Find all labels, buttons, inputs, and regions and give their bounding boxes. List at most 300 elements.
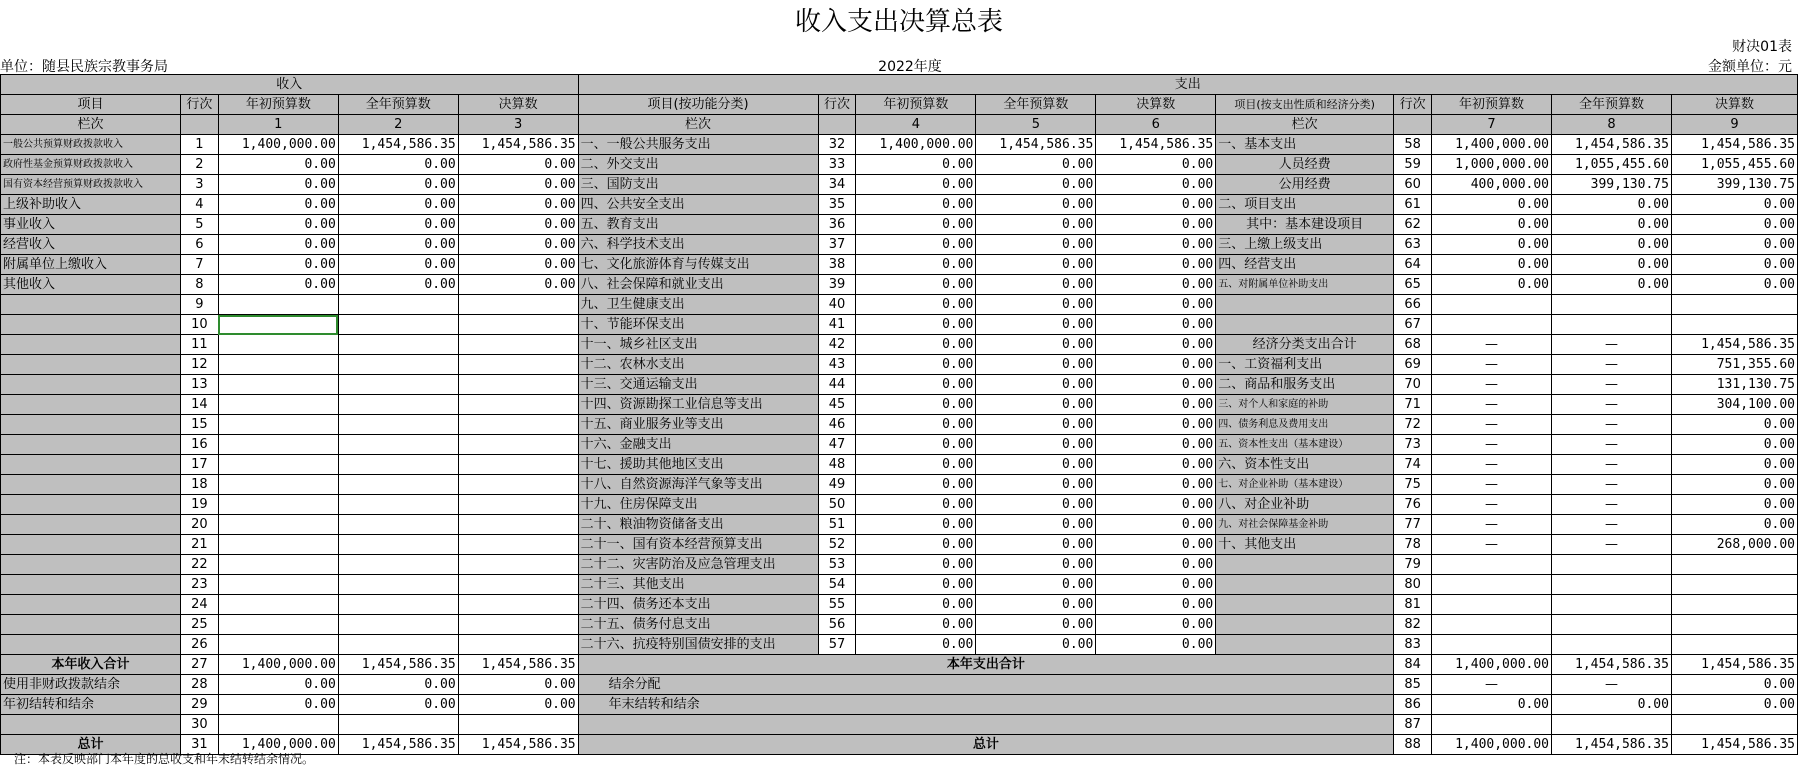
func-expense-budget-full-cell[interactable]: 0.00 — [976, 475, 1096, 495]
income-final-cell[interactable] — [458, 495, 578, 515]
func-expense-budget-init-cell[interactable]: 1,400,000.00 — [856, 135, 976, 155]
income-final-cell[interactable] — [458, 395, 578, 415]
econ-expense-budget-full-cell[interactable] — [1552, 595, 1672, 615]
func-expense-budget-init-cell[interactable]: 0.00 — [856, 575, 976, 595]
income-final-cell[interactable]: 0.00 — [458, 255, 578, 275]
income-budget-full-cell[interactable] — [338, 535, 458, 555]
func-expense-final-cell[interactable]: 1,454,586.35 — [1096, 135, 1216, 155]
income-budget-full-cell[interactable] — [338, 495, 458, 515]
summary-income-budget-init[interactable]: 1,400,000.00 — [218, 735, 338, 755]
func-expense-budget-init-cell[interactable]: 0.00 — [856, 355, 976, 375]
func-expense-budget-full-cell[interactable]: 0.00 — [976, 615, 1096, 635]
summary-income-budget-init[interactable]: 1,400,000.00 — [218, 655, 338, 675]
summary-income-budget-full[interactable] — [338, 715, 458, 735]
func-expense-final-cell[interactable]: 0.00 — [1096, 435, 1216, 455]
income-budget-full-cell[interactable]: 0.00 — [338, 155, 458, 175]
income-item-label: 国有资本经营预算财政拨款收入 — [1, 175, 181, 195]
econ-expense-budget-init-cell[interactable] — [1432, 575, 1552, 595]
func-expense-final-cell[interactable]: 0.00 — [1096, 295, 1216, 315]
income-budget-init-cell[interactable] — [218, 575, 338, 595]
econ-expense-item-label: 九、对社会保障基金补助 — [1216, 515, 1394, 535]
income-budget-init-cell[interactable] — [218, 535, 338, 555]
func-expense-budget-full-cell[interactable]: 0.00 — [976, 275, 1096, 295]
income-final-cell[interactable] — [458, 535, 578, 555]
income-item-label: 一般公共预算财政拨款收入 — [1, 135, 181, 155]
econ-expense-item-label: 四、债务利息及费用支出 — [1216, 415, 1394, 435]
income-budget-full-cell[interactable] — [338, 555, 458, 575]
func-expense-item-label: 二十、粮油物资储备支出 — [578, 515, 818, 535]
income-budget-full-cell[interactable] — [338, 575, 458, 595]
econ-expense-final-cell[interactable]: 0.00 — [1671, 435, 1797, 455]
summary-income-budget-full[interactable]: 0.00 — [338, 695, 458, 715]
income-final-cell[interactable] — [458, 575, 578, 595]
func-expense-final-cell[interactable]: 0.00 — [1096, 155, 1216, 175]
func-expense-budget-init-cell[interactable]: 0.00 — [856, 375, 976, 395]
col-number: 2 — [338, 115, 458, 135]
summary-expense-budget-full[interactable]: — — [1552, 675, 1672, 695]
func-expense-budget-init-cell[interactable]: 0.00 — [856, 255, 976, 275]
func-expense-budget-full-cell[interactable]: 0.00 — [976, 395, 1096, 415]
econ-expense-budget-full-cell[interactable]: 0.00 — [1552, 275, 1672, 295]
func-expense-final-cell[interactable]: 0.00 — [1096, 495, 1216, 515]
income-budget-full-cell[interactable] — [338, 355, 458, 375]
econ-expense-budget-init-cell[interactable]: — — [1432, 455, 1552, 475]
func-expense-budget-full-cell[interactable]: 0.00 — [976, 295, 1096, 315]
summary-income-budget-full[interactable]: 0.00 — [338, 675, 458, 695]
income-budget-full-cell[interactable] — [338, 515, 458, 535]
econ-expense-budget-full-cell[interactable] — [1552, 575, 1672, 595]
income-budget-full-cell[interactable] — [338, 615, 458, 635]
econ-expense-budget-init-cell[interactable]: — — [1432, 535, 1552, 555]
func-expense-budget-full-cell[interactable]: 0.00 — [976, 195, 1096, 215]
econ-expense-budget-init-cell[interactable] — [1432, 555, 1552, 575]
header-row-col-numbers — [1, 115, 1798, 135]
income-final-cell[interactable] — [458, 335, 578, 355]
income-budget-full-cell[interactable] — [338, 475, 458, 495]
income-row-number: 8 — [180, 275, 218, 295]
econ-expense-final-cell[interactable]: 399,130.75 — [1671, 175, 1797, 195]
func-expense-budget-full-cell[interactable]: 0.00 — [976, 575, 1096, 595]
func-expense-budget-full-cell[interactable]: 0.00 — [976, 495, 1096, 515]
summary-expense-final[interactable]: 1,454,586.35 — [1671, 735, 1797, 755]
func-expense-final-cell[interactable]: 0.00 — [1096, 275, 1216, 295]
econ-expense-budget-full-cell[interactable]: — — [1552, 395, 1672, 415]
income-budget-init-cell[interactable] — [218, 475, 338, 495]
income-budget-init-cell[interactable] — [218, 395, 338, 415]
func-expense-final-cell[interactable]: 0.00 — [1096, 195, 1216, 215]
econ-expense-budget-init-cell[interactable]: — — [1432, 375, 1552, 395]
econ-expense-budget-init-cell[interactable]: — — [1432, 335, 1552, 355]
econ-expense-budget-init-cell[interactable]: — — [1432, 495, 1552, 515]
form-number: 财决01表 — [1732, 39, 1792, 55]
econ-expense-budget-full-cell[interactable] — [1552, 315, 1672, 335]
econ-expense-budget-full-cell[interactable]: — — [1552, 415, 1672, 435]
summary-income-budget-full[interactable]: 1,454,586.35 — [338, 655, 458, 675]
func-expense-budget-init-cell[interactable]: 0.00 — [856, 295, 976, 315]
econ-expense-final-cell[interactable]: 0.00 — [1671, 415, 1797, 435]
func-expense-budget-init-cell[interactable]: 0.00 — [856, 275, 976, 295]
econ-expense-budget-full-cell[interactable] — [1552, 295, 1672, 315]
func-expense-budget-full-cell[interactable]: 0.00 — [976, 535, 1096, 555]
func-expense-budget-init-cell[interactable]: 0.00 — [856, 335, 976, 355]
summary-expense-budget-full[interactable] — [1552, 715, 1672, 735]
summary-income-budget-init[interactable]: 0.00 — [218, 675, 338, 695]
econ-expense-budget-init-cell[interactable]: — — [1432, 395, 1552, 415]
econ-expense-final-cell[interactable] — [1671, 555, 1797, 575]
summary-income-budget-init[interactable] — [218, 715, 338, 735]
func-expense-item-label: 十七、援助其他地区支出 — [578, 455, 818, 475]
econ-expense-budget-full-cell[interactable]: — — [1552, 335, 1672, 355]
func-expense-budget-init-cell[interactable]: 0.00 — [856, 215, 976, 235]
income-final-cell[interactable]: 0.00 — [458, 175, 578, 195]
econ-expense-final-cell[interactable] — [1671, 295, 1797, 315]
econ-expense-budget-full-cell[interactable]: — — [1552, 495, 1672, 515]
func-expense-budget-full-cell[interactable]: 0.00 — [976, 215, 1096, 235]
income-budget-full-cell[interactable] — [338, 435, 458, 455]
summary-expense-budget-init[interactable]: 0.00 — [1432, 695, 1552, 715]
func-expense-final-cell[interactable]: 0.00 — [1096, 355, 1216, 375]
econ-expense-final-cell[interactable]: 751,355.60 — [1671, 355, 1797, 375]
func-expense-final-cell[interactable]: 0.00 — [1096, 555, 1216, 575]
func-expense-budget-init-cell[interactable]: 0.00 — [856, 595, 976, 615]
income-budget-init-cell[interactable]: 1,400,000.00 — [218, 135, 338, 155]
econ-expense-budget-init-cell[interactable]: — — [1432, 435, 1552, 455]
econ-expense-row-number: 66 — [1394, 295, 1432, 315]
income-final-cell[interactable] — [458, 635, 578, 655]
econ-expense-budget-init-cell[interactable]: 1,400,000.00 — [1432, 135, 1552, 155]
income-budget-init-cell[interactable] — [218, 335, 338, 355]
summary-income-budget-init[interactable]: 0.00 — [218, 695, 338, 715]
econ-expense-final-cell[interactable]: 1,454,586.35 — [1671, 135, 1797, 155]
income-budget-full-cell[interactable] — [338, 375, 458, 395]
econ-expense-budget-init-cell[interactable]: 1,000,000.00 — [1432, 155, 1552, 175]
func-expense-final-cell[interactable]: 0.00 — [1096, 255, 1216, 275]
econ-expense-budget-init-cell[interactable]: 0.00 — [1432, 275, 1552, 295]
econ-expense-budget-init-cell[interactable] — [1432, 295, 1552, 315]
econ-expense-budget-full-cell[interactable]: 1,454,586.35 — [1552, 135, 1672, 155]
econ-expense-final-cell[interactable]: 0.00 — [1671, 235, 1797, 255]
table-row — [1, 475, 1798, 495]
func-expense-final-cell[interactable]: 0.00 — [1096, 215, 1216, 235]
income-final-cell[interactable] — [458, 415, 578, 435]
func-expense-budget-init-cell[interactable]: 0.00 — [856, 195, 976, 215]
econ-expense-budget-init-cell[interactable]: — — [1432, 515, 1552, 535]
func-expense-budget-init-cell[interactable]: 0.00 — [856, 495, 976, 515]
income-budget-init-cell[interactable] — [218, 615, 338, 635]
func-expense-final-cell[interactable]: 0.00 — [1096, 575, 1216, 595]
func-expense-budget-full-cell[interactable]: 0.00 — [976, 595, 1096, 615]
func-expense-budget-init-cell[interactable]: 0.00 — [856, 515, 976, 535]
econ-expense-budget-full-cell[interactable]: — — [1552, 455, 1672, 475]
econ-expense-final-cell[interactable] — [1671, 575, 1797, 595]
func-expense-final-cell[interactable]: 0.00 — [1096, 175, 1216, 195]
func-expense-budget-init-cell[interactable]: 0.00 — [856, 155, 976, 175]
func-expense-budget-full-cell[interactable]: 0.00 — [976, 315, 1096, 335]
econ-expense-final-cell[interactable]: 0.00 — [1671, 255, 1797, 275]
income-budget-full-cell[interactable]: 0.00 — [338, 175, 458, 195]
income-final-cell[interactable] — [458, 315, 578, 335]
income-budget-full-cell[interactable] — [338, 295, 458, 315]
econ-expense-budget-init-cell[interactable] — [1432, 315, 1552, 335]
func-expense-budget-full-cell[interactable]: 0.00 — [976, 155, 1096, 175]
income-final-cell[interactable]: 0.00 — [458, 275, 578, 295]
income-budget-full-cell[interactable] — [338, 315, 458, 335]
income-budget-init-cell[interactable]: 0.00 — [218, 275, 338, 295]
econ-expense-budget-init-cell[interactable]: — — [1432, 415, 1552, 435]
income-budget-init-cell[interactable] — [218, 435, 338, 455]
income-budget-full-cell[interactable]: 1,454,586.35 — [338, 135, 458, 155]
econ-expense-final-cell[interactable] — [1671, 635, 1797, 655]
func-expense-budget-full-cell[interactable]: 0.00 — [976, 235, 1096, 255]
summary-expense-budget-init[interactable] — [1432, 715, 1552, 735]
econ-expense-budget-full-cell[interactable]: 1,055,455.60 — [1552, 155, 1672, 175]
econ-expense-budget-full-cell[interactable]: — — [1552, 515, 1672, 535]
table-row — [1, 495, 1798, 515]
income-final-cell[interactable] — [458, 435, 578, 455]
income-budget-full-cell[interactable] — [338, 595, 458, 615]
income-budget-init-cell[interactable] — [218, 355, 338, 375]
func-expense-final-cell[interactable]: 0.00 — [1096, 535, 1216, 555]
func-expense-budget-full-cell[interactable]: 0.00 — [976, 555, 1096, 575]
income-budget-init-cell[interactable] — [218, 455, 338, 475]
econ-expense-row-number: 69 — [1394, 355, 1432, 375]
income-final-cell[interactable] — [458, 615, 578, 635]
econ-expense-final-cell[interactable]: 131,130.75 — [1671, 375, 1797, 395]
income-final-cell[interactable]: 0.00 — [458, 195, 578, 215]
income-final-cell[interactable]: 1,454,586.35 — [458, 135, 578, 155]
func-expense-budget-full-cell[interactable]: 0.00 — [976, 355, 1096, 375]
func-expense-budget-full-cell[interactable]: 0.00 — [976, 435, 1096, 455]
econ-expense-final-cell[interactable]: 0.00 — [1671, 215, 1797, 235]
func-expense-budget-init-cell[interactable]: 0.00 — [856, 235, 976, 255]
func-expense-budget-init-cell[interactable]: 0.00 — [856, 455, 976, 475]
econ-expense-item-label: 经济分类支出合计 — [1216, 335, 1394, 355]
income-budget-init-cell[interactable] — [218, 515, 338, 535]
econ-expense-row-number: 59 — [1394, 155, 1432, 175]
income-budget-init-cell[interactable] — [218, 315, 338, 335]
econ-expense-budget-full-cell[interactable] — [1552, 615, 1672, 635]
income-row-number: 26 — [180, 635, 218, 655]
func-expense-budget-full-cell[interactable]: 0.00 — [976, 375, 1096, 395]
income-budget-init-cell[interactable] — [218, 295, 338, 315]
econ-expense-item-label: 六、资本性支出 — [1216, 455, 1394, 475]
summary-expense-budget-full[interactable]: 1,454,586.35 — [1552, 735, 1672, 755]
econ-expense-budget-full-cell[interactable]: 0.00 — [1552, 195, 1672, 215]
col-number: 4 — [856, 115, 976, 135]
summary-expense-budget-full[interactable]: 1,454,586.35 — [1552, 655, 1672, 675]
summary-income-final[interactable]: 0.00 — [458, 675, 578, 695]
summary-income-final[interactable]: 0.00 — [458, 695, 578, 715]
table-row — [1, 575, 1798, 595]
summary-expense-final[interactable] — [1671, 715, 1797, 735]
econ-expense-budget-full-cell[interactable]: — — [1552, 535, 1672, 555]
func-expense-final-cell[interactable]: 0.00 — [1096, 415, 1216, 435]
func-expense-budget-full-cell[interactable]: 0.00 — [976, 515, 1096, 535]
income-budget-full-cell[interactable] — [338, 395, 458, 415]
econ-expense-row-number: 83 — [1394, 635, 1432, 655]
income-final-cell[interactable] — [458, 355, 578, 375]
func-expense-final-cell[interactable]: 0.00 — [1096, 315, 1216, 335]
econ-expense-budget-full-cell[interactable] — [1552, 635, 1672, 655]
income-budget-init-cell[interactable] — [218, 555, 338, 575]
func-expense-final-cell[interactable]: 0.00 — [1096, 615, 1216, 635]
income-final-cell[interactable] — [458, 555, 578, 575]
income-budget-init-cell[interactable]: 0.00 — [218, 175, 338, 195]
col-final: 决算数 — [458, 95, 578, 115]
income-budget-full-cell[interactable]: 0.00 — [338, 195, 458, 215]
func-expense-final-cell[interactable]: 0.00 — [1096, 235, 1216, 255]
table-row — [1, 295, 1798, 315]
income-budget-full-cell[interactable]: 0.00 — [338, 255, 458, 275]
income-budget-init-cell[interactable]: 0.00 — [218, 255, 338, 275]
income-final-cell[interactable] — [458, 295, 578, 315]
income-final-cell[interactable]: 0.00 — [458, 215, 578, 235]
income-final-cell[interactable] — [458, 595, 578, 615]
func-expense-budget-init-cell[interactable]: 0.00 — [856, 175, 976, 195]
income-budget-full-cell[interactable]: 0.00 — [338, 215, 458, 235]
func-expense-budget-init-cell[interactable]: 0.00 — [856, 635, 976, 655]
func-expense-budget-full-cell[interactable]: 0.00 — [976, 635, 1096, 655]
econ-expense-budget-full-cell[interactable]: — — [1552, 355, 1672, 375]
econ-expense-budget-full-cell[interactable]: 399,130.75 — [1552, 175, 1672, 195]
summary-expense-budget-full[interactable]: 0.00 — [1552, 695, 1672, 715]
econ-expense-final-cell[interactable]: 0.00 — [1671, 515, 1797, 535]
table-row — [1, 635, 1798, 655]
econ-expense-final-cell[interactable]: 0.00 — [1671, 455, 1797, 475]
econ-expense-budget-full-cell[interactable]: — — [1552, 435, 1672, 455]
income-row-number: 4 — [180, 195, 218, 215]
func-expense-budget-full-cell[interactable]: 1,454,586.35 — [976, 135, 1096, 155]
econ-expense-budget-init-cell[interactable] — [1432, 595, 1552, 615]
income-final-cell[interactable] — [458, 455, 578, 475]
econ-expense-budget-full-cell[interactable]: 0.00 — [1552, 215, 1672, 235]
econ-expense-final-cell[interactable]: 268,000.00 — [1671, 535, 1797, 555]
income-budget-full-cell[interactable] — [338, 635, 458, 655]
summary-income-final[interactable]: 1,454,586.35 — [458, 655, 578, 675]
income-final-cell[interactable]: 0.00 — [458, 155, 578, 175]
income-budget-init-cell[interactable] — [218, 495, 338, 515]
func-expense-final-cell[interactable]: 0.00 — [1096, 595, 1216, 615]
income-budget-full-cell[interactable]: 0.00 — [338, 275, 458, 295]
econ-expense-budget-init-cell[interactable]: — — [1432, 355, 1552, 375]
func-expense-item-label: 二十一、国有资本经营预算支出 — [578, 535, 818, 555]
func-expense-budget-full-cell[interactable]: 0.00 — [976, 415, 1096, 435]
func-expense-budget-init-cell[interactable]: 0.00 — [856, 315, 976, 335]
func-expense-budget-init-cell[interactable]: 0.00 — [856, 615, 976, 635]
func-expense-final-cell[interactable]: 0.00 — [1096, 475, 1216, 495]
income-budget-full-cell[interactable] — [338, 415, 458, 435]
income-budget-init-cell[interactable]: 0.00 — [218, 195, 338, 215]
income-budget-init-cell[interactable] — [218, 415, 338, 435]
econ-expense-final-cell[interactable] — [1671, 315, 1797, 335]
func-expense-budget-init-cell[interactable]: 0.00 — [856, 415, 976, 435]
income-budget-init-cell[interactable]: 0.00 — [218, 215, 338, 235]
econ-expense-budget-full-cell[interactable]: — — [1552, 375, 1672, 395]
income-final-cell[interactable] — [458, 375, 578, 395]
econ-expense-item-label — [1216, 595, 1394, 615]
econ-expense-budget-full-cell[interactable]: 0.00 — [1552, 235, 1672, 255]
econ-expense-budget-full-cell[interactable]: — — [1552, 475, 1672, 495]
func-expense-final-cell[interactable]: 0.00 — [1096, 335, 1216, 355]
func-expense-budget-init-cell[interactable]: 0.00 — [856, 395, 976, 415]
income-row-number: 3 — [180, 175, 218, 195]
income-final-cell[interactable]: 0.00 — [458, 235, 578, 255]
func-expense-final-cell[interactable]: 0.00 — [1096, 375, 1216, 395]
econ-expense-final-cell[interactable]: 0.00 — [1671, 195, 1797, 215]
income-budget-init-cell[interactable] — [218, 375, 338, 395]
econ-expense-budget-init-cell[interactable]: 0.00 — [1432, 235, 1552, 255]
income-budget-init-cell[interactable] — [218, 635, 338, 655]
func-expense-item-label: 十六、金融支出 — [578, 435, 818, 455]
summary-row — [1, 675, 1798, 695]
income-budget-init-cell[interactable] — [218, 595, 338, 615]
income-row-number: 15 — [180, 415, 218, 435]
func-expense-budget-init-cell[interactable]: 0.00 — [856, 435, 976, 455]
func-expense-final-cell[interactable]: 0.00 — [1096, 395, 1216, 415]
econ-expense-budget-init-cell[interactable]: — — [1432, 475, 1552, 495]
income-budget-full-cell[interactable] — [338, 455, 458, 475]
econ-expense-item-label: 一、基本支出 — [1216, 135, 1394, 155]
econ-expense-budget-init-cell[interactable]: 400,000.00 — [1432, 175, 1552, 195]
income-budget-init-cell[interactable]: 0.00 — [218, 155, 338, 175]
income-budget-init-cell[interactable]: 0.00 — [218, 235, 338, 255]
econ-expense-final-cell[interactable]: 1,055,455.60 — [1671, 155, 1797, 175]
income-budget-full-cell[interactable]: 0.00 — [338, 235, 458, 255]
func-expense-final-cell[interactable]: 0.00 — [1096, 515, 1216, 535]
col-final: 决算数 — [1096, 95, 1216, 115]
func-expense-budget-full-cell[interactable]: 0.00 — [976, 255, 1096, 275]
econ-expense-final-cell[interactable] — [1671, 595, 1797, 615]
summary-expense-final[interactable]: 0.00 — [1671, 675, 1797, 695]
table-row — [1, 235, 1798, 255]
func-expense-budget-full-cell[interactable]: 0.00 — [976, 455, 1096, 475]
econ-expense-item-label: 五、资本性支出（基本建设） — [1216, 435, 1394, 455]
econ-expense-final-cell[interactable] — [1671, 615, 1797, 635]
econ-expense-budget-init-cell[interactable]: 0.00 — [1432, 255, 1552, 275]
summary-expense-budget-init[interactable]: 1,400,000.00 — [1432, 735, 1552, 755]
econ-expense-final-cell[interactable]: 1,454,586.35 — [1671, 335, 1797, 355]
income-final-cell[interactable] — [458, 475, 578, 495]
func-expense-budget-full-cell[interactable]: 0.00 — [976, 175, 1096, 195]
func-expense-final-cell[interactable]: 0.00 — [1096, 635, 1216, 655]
func-expense-budget-init-cell[interactable]: 0.00 — [856, 555, 976, 575]
func-expense-final-cell[interactable]: 0.00 — [1096, 455, 1216, 475]
econ-expense-final-cell[interactable]: 0.00 — [1671, 495, 1797, 515]
func-expense-budget-full-cell[interactable]: 0.00 — [976, 335, 1096, 355]
summary-expense-budget-init[interactable]: 1,400,000.00 — [1432, 655, 1552, 675]
econ-expense-final-cell[interactable]: 0.00 — [1671, 275, 1797, 295]
econ-expense-budget-full-cell[interactable]: 0.00 — [1552, 255, 1672, 275]
summary-income-budget-full[interactable]: 1,454,586.35 — [338, 735, 458, 755]
func-expense-budget-init-cell[interactable]: 0.00 — [856, 475, 976, 495]
summary-income-final[interactable] — [458, 715, 578, 735]
summary-expense-final[interactable]: 0.00 — [1671, 695, 1797, 715]
summary-expense-budget-init[interactable]: — — [1432, 675, 1552, 695]
econ-expense-budget-full-cell[interactable] — [1552, 555, 1672, 575]
income-final-cell[interactable] — [458, 515, 578, 535]
econ-expense-budget-init-cell[interactable]: 0.00 — [1432, 215, 1552, 235]
footnote: 注：本表反映部门本年度的总收支和年末结转结余情况。 — [14, 752, 315, 766]
func-expense-budget-init-cell[interactable]: 0.00 — [856, 535, 976, 555]
econ-expense-budget-init-cell[interactable]: 0.00 — [1432, 195, 1552, 215]
summary-expense-final[interactable]: 1,454,586.35 — [1671, 655, 1797, 675]
income-budget-full-cell[interactable] — [338, 335, 458, 355]
econ-expense-final-cell[interactable]: 304,100.00 — [1671, 395, 1797, 415]
econ-expense-final-cell[interactable]: 0.00 — [1671, 475, 1797, 495]
econ-expense-budget-init-cell[interactable] — [1432, 615, 1552, 635]
econ-expense-budget-init-cell[interactable] — [1432, 635, 1552, 655]
summary-income-final[interactable]: 1,454,586.35 — [458, 735, 578, 755]
